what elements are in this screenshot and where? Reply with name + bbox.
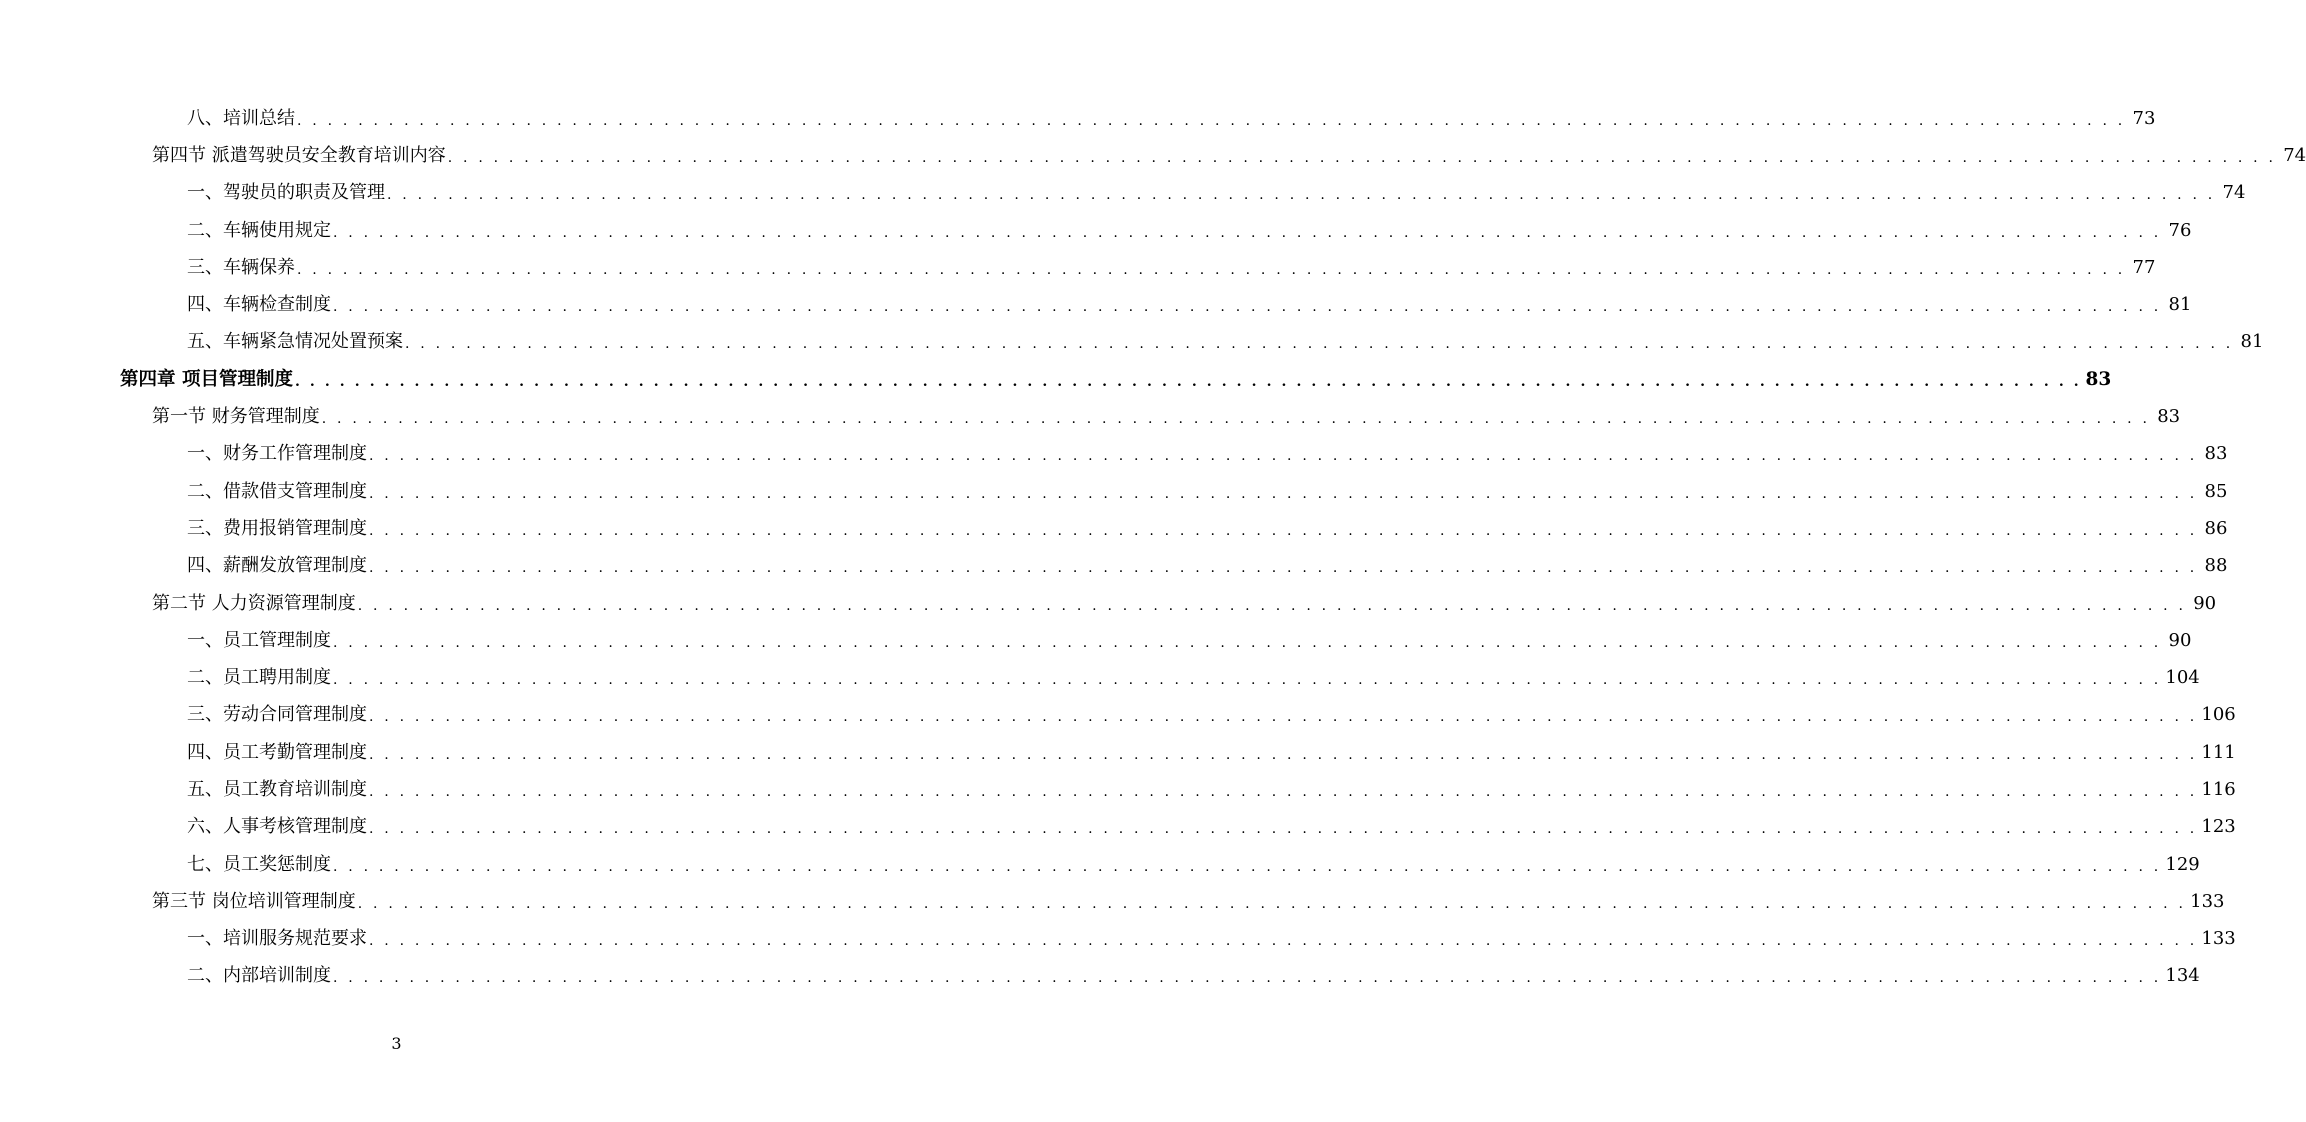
toc-entry-item[interactable]: [0, 510, 2228, 547]
toc-entry-item[interactable]: [0, 958, 2200, 995]
toc-leader-dots: . . . . . . . . . . . . . . . . . . . . . . . . . . . . . . . . . . . . . . . . . . . . . . . . . . . . . . . . . . . . . . . . . . . . . . . . . . . . . . . . . . . . . . . . . . . . . . . . . . . . . . . . . . . . . . . . . . . . . . . .: [387, 187, 2216, 204]
toc-entry-page: 104: [2165, 667, 2200, 689]
toc-entry-page: 90: [2193, 592, 2217, 614]
toc-entry-page: 116: [2201, 778, 2236, 800]
toc-entry-item[interactable]: [0, 846, 2200, 883]
toc-entry-page: 88: [2204, 555, 2228, 577]
toc-leader-dots: . . . . . . . . . . . . . . . . . . . . . . . . . . . . . . . . . . . . . . . . . . . . . . . . . . . . . . . . . . . . . . . . . . . . . . . . . . . . . . . . . . . . . . . . . . . . . . . . . . . . . . . . . . . . . . . . . . . . . . . .: [294, 373, 2082, 390]
toc-entry-page: 83: [2085, 368, 2112, 390]
toc-leader-dots: . . . . . . . . . . . . . . . . . . . . . . . . . . . . . . . . . . . . . . . . . . . . . . . . . . . . . . . . . . . . . . . . . . . . . . . . . . . . . . . . . . . . . . . . . . . . . . . . . . . . . . . . . . . . . . . . . . . . . . . .: [369, 821, 2198, 838]
toc-entry-title: 三、费用报销管理制度: [187, 517, 367, 539]
toc-entry-page: 83: [2157, 406, 2181, 428]
toc-entry-item[interactable]: [0, 286, 2192, 323]
toc-entry-title: 第二节 人力资源管理制度: [152, 592, 356, 614]
page-number: 3: [391, 1034, 402, 1053]
toc-leader-dots: . . . . . . . . . . . . . . . . . . . . . . . . . . . . . . . . . . . . . . . . . . . . . . . . . . . . . . . . . . . . . . . . . . . . . . . . . . . . . . . . . . . . . . . . . . . . . . . . . . . . . . . . . . . . . . . . . . . . . . . .: [369, 933, 2198, 950]
toc-leader-dots: . . . . . . . . . . . . . . . . . . . . . . . . . . . . . . . . . . . . . . . . . . . . . . . . . . . . . . . . . . . . . . . . . . . . . . . . . . . . . . . . . . . . . . . . . . . . . . . . . . . . . . . . . . . . . . . . . . . . . . . .: [357, 597, 2187, 614]
toc-entry-page: 76: [2168, 219, 2192, 241]
toc-entry-item[interactable]: [0, 212, 2192, 249]
toc-entry-page: 85: [2204, 480, 2228, 502]
toc-entry-title: 七、员工奖惩制度: [187, 853, 331, 875]
toc-entry-page: 74: [2222, 182, 2246, 204]
toc-entry-page: 73: [2132, 107, 2156, 129]
toc-entry-page: 106: [2201, 704, 2236, 726]
toc-entry-page: 86: [2204, 517, 2228, 539]
toc-leader-dots: . . . . . . . . . . . . . . . . . . . . . . . . . . . . . . . . . . . . . . . . . . . . . . . . . . . . . . . . . . . . . . . . . . . . . . . . . . . . . . . . . . . . . . . . . . . . . . . . . . . . . . . . . . . . . . . . . . . . . . . .: [369, 783, 2198, 800]
toc-leader-dots: . . . . . . . . . . . . . . . . . . . . . . . . . . . . . . . . . . . . . . . . . . . . . . . . . . . . . . . . . . . . . . . . . . . . . . . . . . . . . . . . . . . . . . . . . . . . . . . . . . . . . . . . . . . . . . . . . . . . . . . .: [357, 895, 2187, 912]
toc-entry-page: 77: [2132, 256, 2156, 278]
toc-entry-page: 74: [2283, 144, 2306, 166]
toc-entry-title: 一、驾驶员的职责及管理: [187, 182, 385, 204]
toc-entry-title: 四、车辆检查制度: [187, 294, 331, 316]
table-of-contents: [0, 100, 2306, 995]
toc-entry-item[interactable]: [0, 249, 2156, 286]
toc-leader-dots: . . . . . . . . . . . . . . . . . . . . . . . . . . . . . . . . . . . . . . . . . . . . . . . . . . . . . . . . . . . . . . . . . . . . . . . . . . . . . . . . . . . . . . . . . . . . . . . . . . . . . . . . . . . . . . . . . . . . . . . .: [333, 634, 2162, 651]
toc-entry-title: 二、员工聘用制度: [187, 667, 331, 689]
toc-entry-title: 五、车辆紧急情况处置预案: [187, 331, 403, 353]
toc-entry-section[interactable]: [0, 137, 2306, 174]
toc-leader-dots: . . . . . . . . . . . . . . . . . . . . . . . . . . . . . . . . . . . . . . . . . . . . . . . . . . . . . . . . . . . . . . . . . . . . . . . . . . . . . . . . . . . . . . . . . . . . . . . . . . . . . . . . . . . . . . . . . . . . . . . .: [297, 261, 2126, 278]
toc-entry-title: 四、薪酬发放管理制度: [187, 555, 367, 577]
toc-entry-title: 四、员工考勤管理制度: [187, 741, 367, 763]
toc-leader-dots: . . . . . . . . . . . . . . . . . . . . . . . . . . . . . . . . . . . . . . . . . . . . . . . . . . . . . . . . . . . . . . . . . . . . . . . . . . . . . . . . . . . . . . . . . . . . . . . . . . . . . . . . . . . . . . . . . . . . . . . .: [369, 709, 2198, 726]
toc-leader-dots: . . . . . . . . . . . . . . . . . . . . . . . . . . . . . . . . . . . . . . . . . . . . . . . . . . . . . . . . . . . . . . . . . . . . . . . . . . . . . . . . . . . . . . . . . . . . . . . . . . . . . . . . . . . . . . . . . . . . . . . .: [333, 299, 2162, 316]
toc-leader-dots: . . . . . . . . . . . . . . . . . . . . . . . . . . . . . . . . . . . . . . . . . . . . . . . . . . . . . . . . . . . . . . . . . . . . . . . . . . . . . . . . . . . . . . . . . . . . . . . . . . . . . . . . . . . . . . . . . . . . . . . .: [447, 149, 2277, 166]
toc-entry-item[interactable]: [0, 548, 2228, 585]
toc-leader-dots: . . . . . . . . . . . . . . . . . . . . . . . . . . . . . . . . . . . . . . . . . . . . . . . . . . . . . . . . . . . . . . . . . . . . . . . . . . . . . . . . . . . . . . . . . . . . . . . . . . . . . . . . . . . . . . . . . . . . . . . .: [297, 112, 2126, 129]
toc-entry-title: 第一节 财务管理制度: [152, 406, 320, 428]
toc-entry-chapter[interactable]: [0, 361, 2112, 398]
toc-leader-dots: . . . . . . . . . . . . . . . . . . . . . . . . . . . . . . . . . . . . . . . . . . . . . . . . . . . . . . . . . . . . . . . . . . . . . . . . . . . . . . . . . . . . . . . . . . . . . . . . . . . . . . . . . . . . . . . . . . . . . . . .: [369, 560, 2198, 577]
toc-entry-section[interactable]: [0, 398, 2181, 435]
toc-entry-page: 123: [2201, 816, 2236, 838]
toc-leader-dots: . . . . . . . . . . . . . . . . . . . . . . . . . . . . . . . . . . . . . . . . . . . . . . . . . . . . . . . . . . . . . . . . . . . . . . . . . . . . . . . . . . . . . . . . . . . . . . . . . . . . . . . . . . . . . . . . . . . . . . . .: [321, 411, 2151, 428]
toc-entry-item[interactable]: [0, 436, 2228, 473]
toc-entry-title: 一、财务工作管理制度: [187, 443, 367, 465]
toc-entry-title: 二、车辆使用规定: [187, 219, 331, 241]
toc-entry-title: 八、培训总结: [187, 107, 295, 129]
toc-entry-title: 五、员工教育培训制度: [187, 778, 367, 800]
toc-entry-item[interactable]: [0, 734, 2236, 771]
toc-entry-item[interactable]: [0, 175, 2246, 212]
toc-entry-title: 一、培训服务规范要求: [187, 928, 367, 950]
toc-entry-item[interactable]: [0, 100, 2156, 137]
toc-entry-item[interactable]: [0, 659, 2200, 696]
toc-entry-title: 三、车辆保养: [187, 256, 295, 278]
toc-entry-item[interactable]: [0, 771, 2236, 808]
toc-entry-page: 133: [2201, 928, 2236, 950]
toc-leader-dots: . . . . . . . . . . . . . . . . . . . . . . . . . . . . . . . . . . . . . . . . . . . . . . . . . . . . . . . . . . . . . . . . . . . . . . . . . . . . . . . . . . . . . . . . . . . . . . . . . . . . . . . . . . . . . . . . . . . . . . . .: [369, 522, 2198, 539]
toc-leader-dots: . . . . . . . . . . . . . . . . . . . . . . . . . . . . . . . . . . . . . . . . . . . . . . . . . . . . . . . . . . . . . . . . . . . . . . . . . . . . . . . . . . . . . . . . . . . . . . . . . . . . . . . . . . . . . . . . . . . . . . . .: [333, 858, 2162, 875]
toc-entry-item[interactable]: [0, 622, 2192, 659]
toc-entry-title: 第四章 项目管理制度: [120, 368, 293, 390]
toc-leader-dots: . . . . . . . . . . . . . . . . . . . . . . . . . . . . . . . . . . . . . . . . . . . . . . . . . . . . . . . . . . . . . . . . . . . . . . . . . . . . . . . . . . . . . . . . . . . . . . . . . . . . . . . . . . . . . . . . . . . . . . . .: [405, 336, 2234, 353]
toc-entry-page: 90: [2168, 629, 2192, 651]
toc-entry-page: 81: [2168, 294, 2192, 316]
toc-entry-item[interactable]: [0, 697, 2236, 734]
toc-leader-dots: . . . . . . . . . . . . . . . . . . . . . . . . . . . . . . . . . . . . . . . . . . . . . . . . . . . . . . . . . . . . . . . . . . . . . . . . . . . . . . . . . . . . . . . . . . . . . . . . . . . . . . . . . . . . . . . . . . . . . . . .: [333, 224, 2162, 241]
toc-entry-title: 第四节 派遣驾驶员安全教育培训内容: [152, 144, 446, 166]
toc-entry-item[interactable]: [0, 324, 2264, 361]
toc-entry-page: 81: [2240, 331, 2264, 353]
toc-entry-title: 二、借款借支管理制度: [187, 480, 367, 502]
toc-entry-page: 111: [2201, 741, 2236, 763]
toc-entry-item[interactable]: [0, 809, 2236, 846]
toc-entry-item[interactable]: [0, 921, 2236, 958]
toc-entry-title: 三、劳动合同管理制度: [187, 704, 367, 726]
toc-entry-page: 134: [2165, 965, 2200, 987]
toc-leader-dots: . . . . . . . . . . . . . . . . . . . . . . . . . . . . . . . . . . . . . . . . . . . . . . . . . . . . . . . . . . . . . . . . . . . . . . . . . . . . . . . . . . . . . . . . . . . . . . . . . . . . . . . . . . . . . . . . . . . . . . . .: [369, 746, 2198, 763]
toc-entry-section[interactable]: [0, 883, 2225, 920]
toc-entry-title: 六、人事考核管理制度: [187, 816, 367, 838]
toc-leader-dots: . . . . . . . . . . . . . . . . . . . . . . . . . . . . . . . . . . . . . . . . . . . . . . . . . . . . . . . . . . . . . . . . . . . . . . . . . . . . . . . . . . . . . . . . . . . . . . . . . . . . . . . . . . . . . . . . . . . . . . . .: [369, 485, 2198, 502]
toc-entry-title: 一、员工管理制度: [187, 629, 331, 651]
toc-leader-dots: . . . . . . . . . . . . . . . . . . . . . . . . . . . . . . . . . . . . . . . . . . . . . . . . . . . . . . . . . . . . . . . . . . . . . . . . . . . . . . . . . . . . . . . . . . . . . . . . . . . . . . . . . . . . . . . . . . . . . . . .: [333, 970, 2162, 987]
toc-entry-title: 第三节 岗位培训管理制度: [152, 890, 356, 912]
toc-entry-page: 129: [2165, 853, 2200, 875]
toc-entry-title: 二、内部培训制度: [187, 965, 331, 987]
toc-entry-item[interactable]: [0, 473, 2228, 510]
toc-entry-page: 133: [2190, 890, 2225, 912]
toc-leader-dots: . . . . . . . . . . . . . . . . . . . . . . . . . . . . . . . . . . . . . . . . . . . . . . . . . . . . . . . . . . . . . . . . . . . . . . . . . . . . . . . . . . . . . . . . . . . . . . . . . . . . . . . . . . . . . . . . . . . . . . . .: [369, 448, 2198, 465]
toc-leader-dots: . . . . . . . . . . . . . . . . . . . . . . . . . . . . . . . . . . . . . . . . . . . . . . . . . . . . . . . . . . . . . . . . . . . . . . . . . . . . . . . . . . . . . . . . . . . . . . . . . . . . . . . . . . . . . . . . . . . . . . . .: [333, 672, 2162, 689]
toc-entry-page: 83: [2204, 443, 2228, 465]
toc-entry-section[interactable]: [0, 585, 2217, 622]
